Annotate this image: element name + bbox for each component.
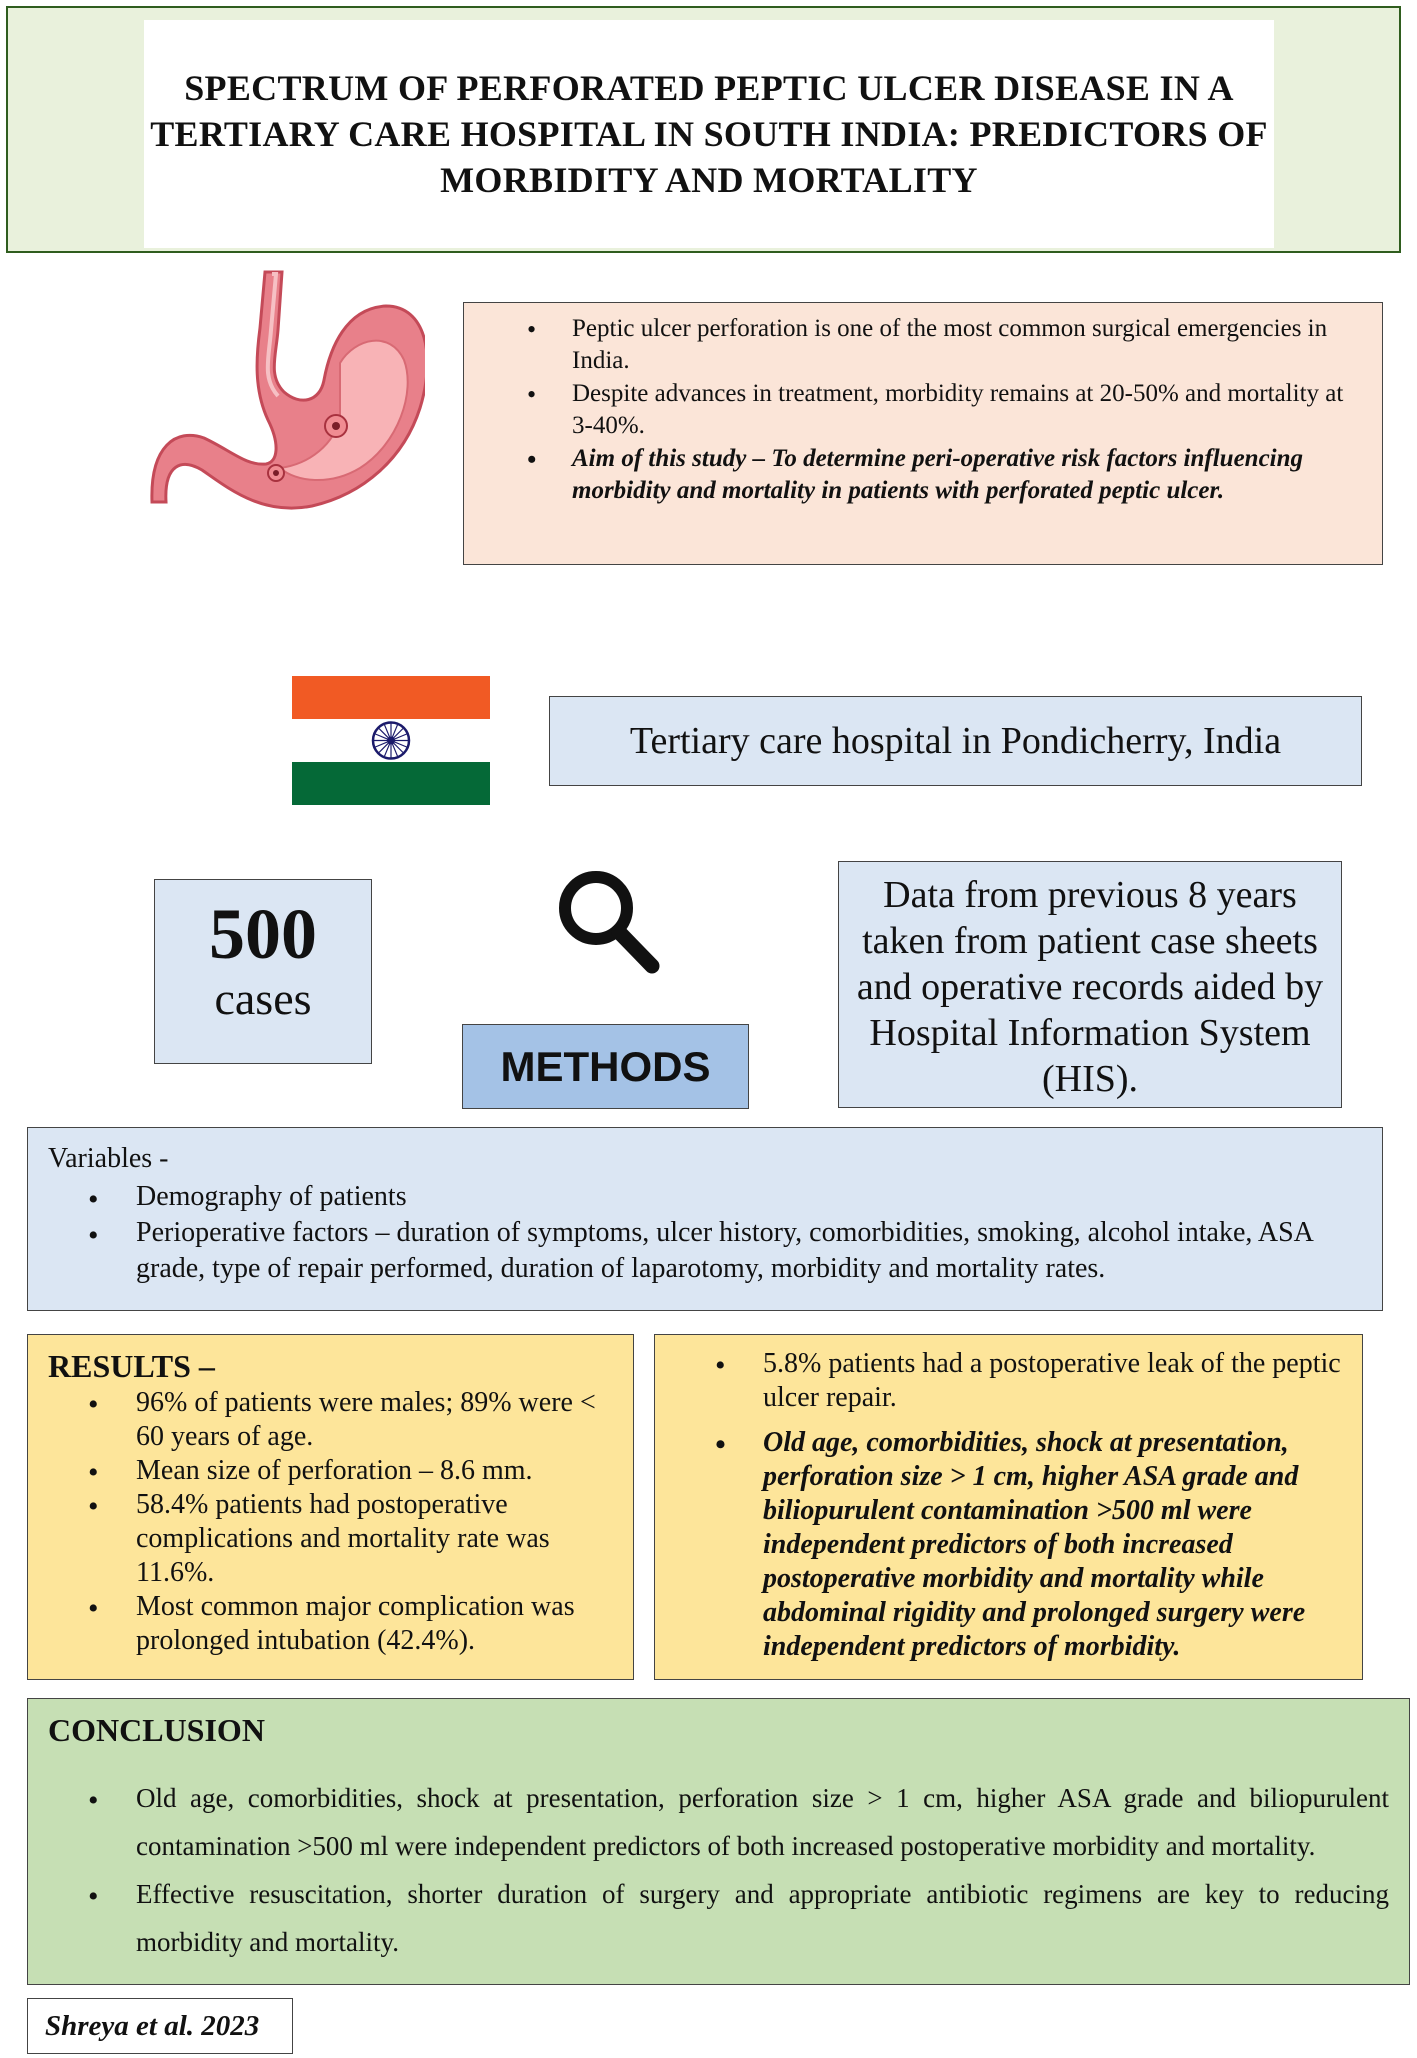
conclusion-item: • Effective resuscitation, shorter duration of surgery and appropriate antibiotic regimens are key to reducing morbidity and mortality. [136, 1870, 1389, 1966]
results-box-left [27, 1334, 634, 1680]
result-item: • 96% of patients were males; 89% were < 60 years of age. [136, 1386, 617, 1454]
intro-bullet: • Despite advances in treatment, morbidity remains at 20-50% and mortality at 3-40%. [572, 378, 1360, 442]
magnifier-icon [548, 868, 668, 978]
conclusion-item: • Old age, comorbidities, shock at presentation, perforation size > 1 cm, higher ASA grade and biliopurulent contamination >500 ml were independent predictors of both increased postoperative morbidity and mortality. [136, 1774, 1389, 1870]
variable-item: • Demography of patients [136, 1179, 1382, 1215]
study-aim: • Aim of this study – To determine peri-operative risk factors influencing morbidity and mortality in patients with perforated peptic ulcer. [572, 443, 1360, 507]
intro-bullet: • Peptic ulcer perforation is one of the most common surgical emergencies in India. [572, 313, 1360, 377]
poster-title: SPECTRUM OF PERFORATED PEPTIC ULCER DISEASE IN A TERTIARY CARE HOSPITAL IN SOUTH INDIA: PREDICTORS OF MORBIDITY AND MORTALITY [150, 68, 1268, 200]
hospital-location: Tertiary care hospital in Pondicherry, India [549, 696, 1362, 786]
title-panel [144, 20, 1274, 248]
result-item: • Most common major complication was prolonged intubation (42.4%). [136, 1590, 617, 1658]
india-flag-icon [292, 676, 490, 805]
methods-label: METHODS [462, 1024, 749, 1109]
results-heading: RESULTS – [48, 1348, 215, 1384]
conclusion-heading: CONCLUSION [48, 1712, 265, 1748]
conclusion-box [27, 1698, 1410, 1985]
result-item: • 58.4% patients had postoperative complications and mortality rate was 11.6%. [136, 1488, 617, 1590]
variable-item: • Perioperative factors – duration of symptoms, ulcer history, comorbidities, smoking, alcohol intake, ASA grade, type of repair performed, duration of laparotomy, morbidity and mortality rates. [136, 1215, 1382, 1287]
case-count-box [154, 879, 372, 1064]
case-count-label: cases [214, 973, 312, 1024]
introduction-box [463, 302, 1383, 565]
results-box-right [654, 1334, 1363, 1680]
citation: Shreya et al. 2023 [27, 1998, 293, 2054]
variables-heading: Variables - [48, 1143, 169, 1174]
case-count: 500 [209, 894, 317, 974]
variables-box [27, 1127, 1383, 1311]
result-item: • Mean size of perforation – 8.6 mm. [136, 1454, 617, 1488]
stomach-icon [150, 268, 425, 520]
key-predictors-finding: • Old age, comorbidities, shock at presentation, perforation size > 1 cm, higher ASA grade and biliopurulent contamination >500 ml were independent predictors of both increased postoperative morbidity and mortality while abdominal rigidity and prolonged surgery were independent predictors of morbidity. [763, 1426, 1346, 1664]
result-item: • 5.8% patients had a postoperative leak of the peptic ulcer repair. [763, 1347, 1346, 1415]
data-source-box: Data from previous 8 years taken from patient case sheets and operative records aided by Hospital Information System (HIS). [838, 861, 1342, 1108]
